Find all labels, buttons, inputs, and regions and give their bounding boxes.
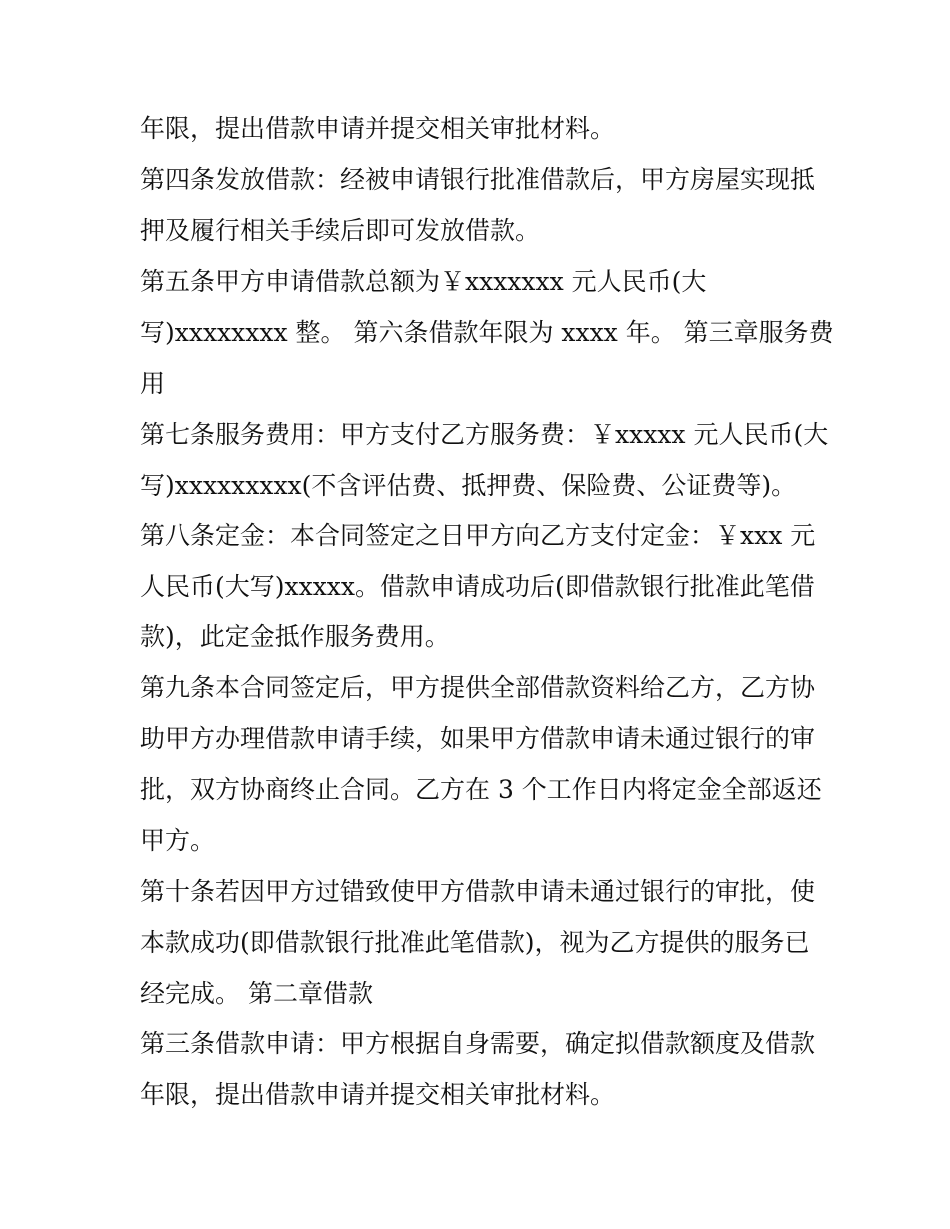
text-line: 第五条甲方申请借款总额为￥xxxxxxx 元人民币(大 — [140, 267, 707, 296]
text-line: 用 — [140, 369, 166, 398]
text-line: 第八条定金：本合同签定之日甲方向乙方支付定金：￥xxx 元 — [140, 521, 816, 550]
text-line: 款)，此定金抵作服务费用。 — [140, 622, 450, 651]
text-line: 本款成功(即借款银行批准此笔借款)，视为乙方提供的服务已 — [140, 928, 810, 957]
text-line: 批，双方协商终止合同。乙方在 3 个工作日内将定金全部返还 — [140, 775, 822, 804]
text-line: 人民币(大写)xxxxx。借款申请成功后(即借款银行批准此笔借 — [140, 572, 815, 601]
text-line: 年限，提出借款申请并提交相关审批材料。 — [140, 1080, 616, 1109]
text-line: 第四条发放借款：经被申请银行批准借款后，甲方房屋实现抵 — [140, 165, 816, 194]
text-line: 第七条服务费用：甲方支付乙方服务费：￥xxxxx 元人民币(大 — [140, 420, 829, 449]
text-line: 经完成。 第二章借款 — [140, 979, 373, 1008]
text-line: 年限，提出借款申请并提交相关审批材料。 — [140, 114, 616, 143]
text-line: 写)xxxxxxxxx(不含评估费、抵押费、保险费、公证费等)。 — [140, 471, 797, 500]
text-line: 押及履行相关手续后即可发放借款。 — [140, 216, 541, 245]
text-line: 第九条本合同签定后，甲方提供全部借款资料给乙方，乙方协 — [140, 673, 816, 702]
text-line: 第十条若因甲方过错致使甲方借款申请未通过银行的审批，使 — [140, 877, 816, 906]
text-line: 甲方。 — [140, 826, 216, 855]
text-line: 写)xxxxxxxx 整。 第六条借款年限为 xxxx 年。 第三章服务费 — [140, 318, 834, 347]
text-line: 助甲方办理借款申请手续，如果甲方借款申请未通过银行的审 — [140, 724, 816, 753]
text-line: 第三条借款申请：甲方根据自身需要，确定拟借款额度及借款 — [140, 1029, 816, 1058]
